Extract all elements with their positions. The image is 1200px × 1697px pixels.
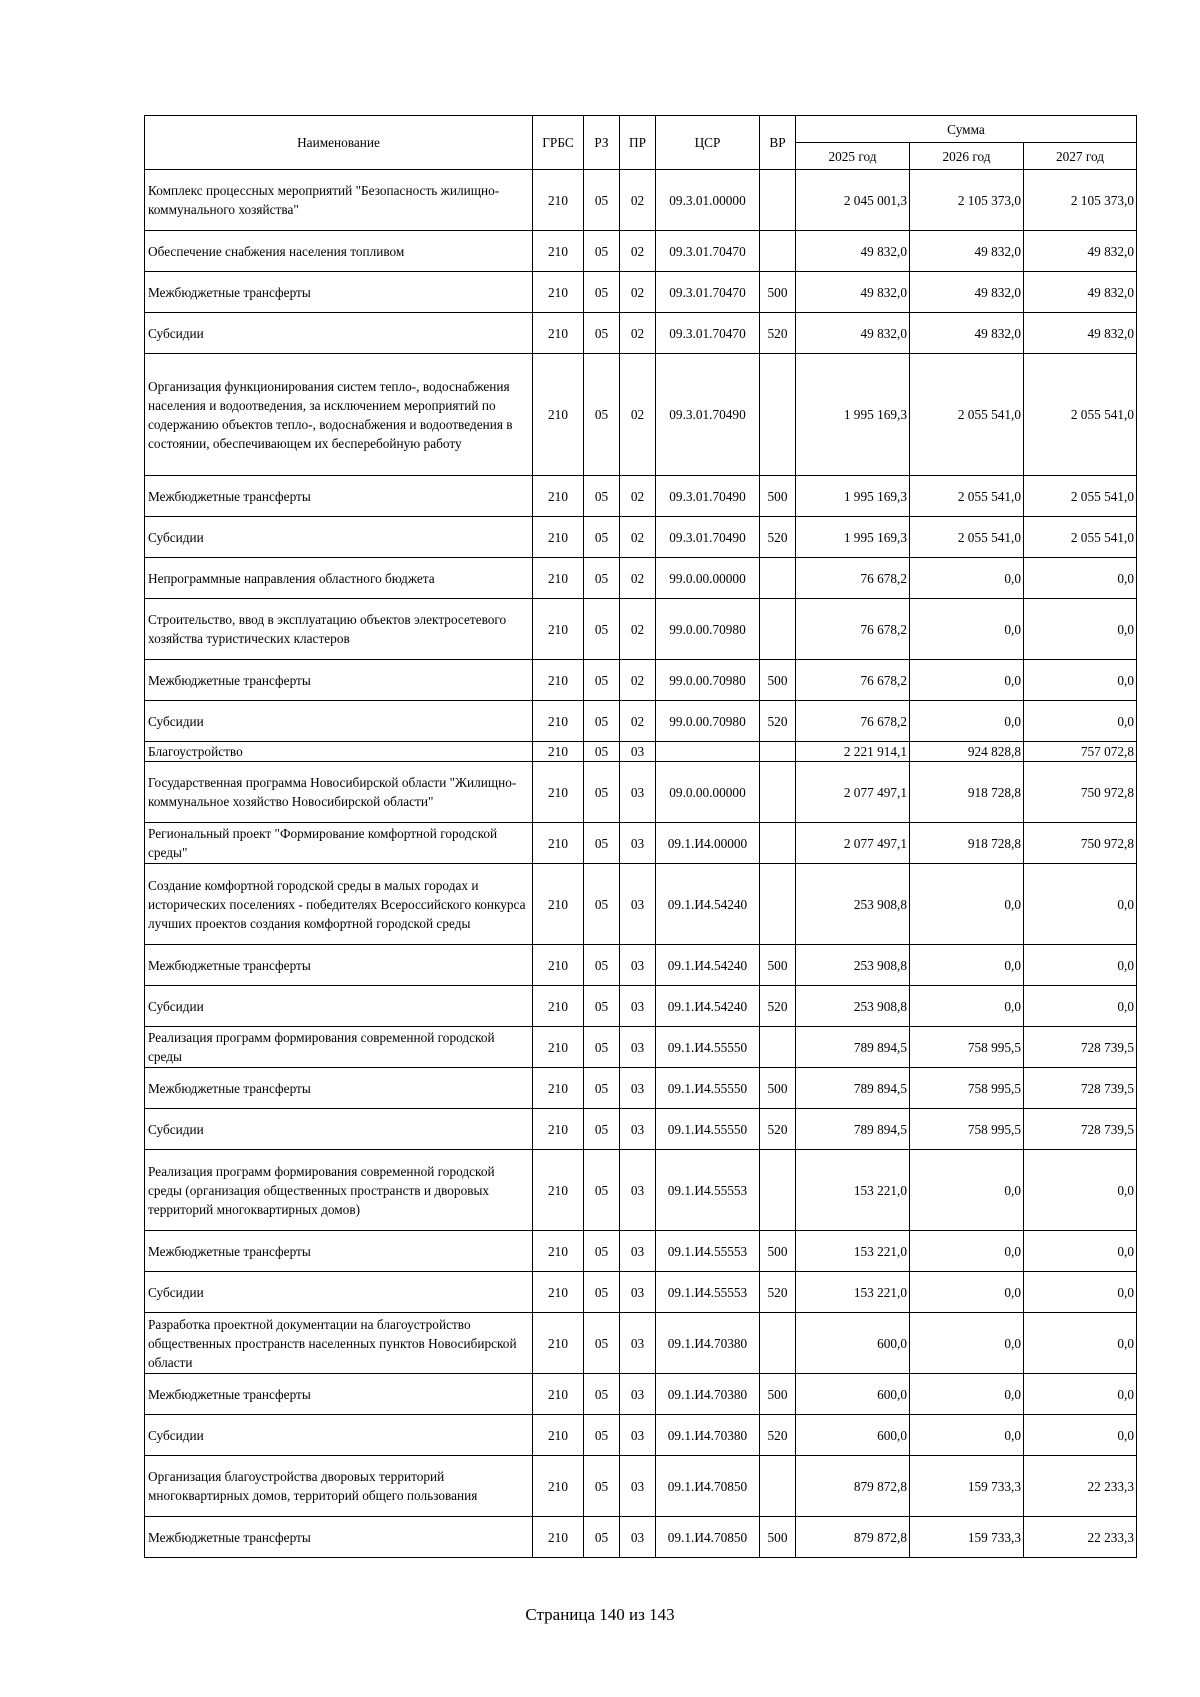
row-name: Межбюджетные трансферты [145, 660, 533, 701]
table-row [145, 517, 1137, 558]
header-rz: РЗ [584, 116, 620, 170]
row-rz: 05 [584, 558, 620, 599]
row-rz: 05 [584, 231, 620, 272]
row-csr: 09.1.И4.54240 [656, 986, 760, 1027]
row-csr: 09.3.01.70470 [656, 231, 760, 272]
row-amount-2026: 758 995,5 [910, 1109, 1024, 1150]
row-grbs: 210 [533, 945, 584, 986]
row-pr: 03 [620, 762, 656, 823]
row-vr [760, 1027, 796, 1068]
row-vr [760, 823, 796, 864]
row-name: Межбюджетные трансферты [145, 1068, 533, 1109]
row-amount-2025: 253 908,8 [796, 864, 910, 945]
row-grbs: 210 [533, 701, 584, 742]
row-rz: 05 [584, 1272, 620, 1313]
header-year-2026: 2026 год [910, 143, 1024, 170]
row-amount-2026: 0,0 [910, 1374, 1024, 1415]
row-amount-2027: 2 055 541,0 [1024, 476, 1137, 517]
row-vr: 500 [760, 1517, 796, 1558]
row-rz: 05 [584, 517, 620, 558]
row-vr [760, 762, 796, 823]
row-vr: 500 [760, 945, 796, 986]
row-grbs: 210 [533, 1109, 584, 1150]
row-pr: 03 [620, 1150, 656, 1231]
row-vr [760, 742, 796, 762]
row-csr: 09.1.И4.55550 [656, 1068, 760, 1109]
row-grbs: 210 [533, 231, 584, 272]
row-csr: 09.0.00.00000 [656, 762, 760, 823]
row-vr [760, 864, 796, 945]
row-name: Государственная программа Новосибирской области "Жилищно-коммунальное хозяйство Новосибирской области" [145, 762, 533, 823]
row-rz: 05 [584, 1415, 620, 1456]
row-csr: 09.3.01.70490 [656, 517, 760, 558]
table-row [145, 476, 1137, 517]
row-csr: 09.1.И4.00000 [656, 823, 760, 864]
row-name: Обеспечение снабжения населения топливом [145, 231, 533, 272]
table-row [145, 1456, 1137, 1517]
row-csr: 09.1.И4.70380 [656, 1415, 760, 1456]
row-rz: 05 [584, 313, 620, 354]
row-pr: 03 [620, 1068, 656, 1109]
row-rz: 05 [584, 823, 620, 864]
table-row [145, 660, 1137, 701]
row-pr: 02 [620, 354, 656, 476]
table-row [145, 986, 1137, 1027]
row-csr: 09.1.И4.55553 [656, 1231, 760, 1272]
budget-table-page [144, 115, 1136, 1558]
row-amount-2025: 600,0 [796, 1415, 910, 1456]
row-vr: 500 [760, 272, 796, 313]
row-amount-2025: 1 995 169,3 [796, 354, 910, 476]
row-amount-2026: 758 995,5 [910, 1027, 1024, 1068]
row-csr: 99.0.00.00000 [656, 558, 760, 599]
row-csr: 09.1.И4.55553 [656, 1272, 760, 1313]
row-pr: 03 [620, 986, 656, 1027]
table-row [145, 1272, 1137, 1313]
row-amount-2026: 2 055 541,0 [910, 517, 1024, 558]
table-row [145, 1150, 1137, 1231]
row-pr: 03 [620, 945, 656, 986]
row-rz: 05 [584, 1027, 620, 1068]
row-csr: 09.1.И4.54240 [656, 864, 760, 945]
row-grbs: 210 [533, 986, 584, 1027]
row-pr: 02 [620, 272, 656, 313]
table-row [145, 823, 1137, 864]
row-vr [760, 170, 796, 231]
table-row [145, 762, 1137, 823]
row-rz: 05 [584, 660, 620, 701]
row-pr: 03 [620, 1231, 656, 1272]
row-vr [760, 354, 796, 476]
table-row [145, 599, 1137, 660]
row-rz: 05 [584, 864, 620, 945]
row-amount-2027: 0,0 [1024, 1150, 1137, 1231]
row-amount-2027: 728 739,5 [1024, 1027, 1137, 1068]
row-grbs: 210 [533, 1231, 584, 1272]
row-amount-2027: 0,0 [1024, 1313, 1137, 1374]
row-amount-2025: 76 678,2 [796, 660, 910, 701]
row-csr: 09.3.01.00000 [656, 170, 760, 231]
row-amount-2027: 49 832,0 [1024, 313, 1137, 354]
row-grbs: 210 [533, 354, 584, 476]
row-amount-2026: 0,0 [910, 660, 1024, 701]
row-vr: 520 [760, 1109, 796, 1150]
row-amount-2025: 1 995 169,3 [796, 517, 910, 558]
row-rz: 05 [584, 599, 620, 660]
row-rz: 05 [584, 701, 620, 742]
row-amount-2027: 750 972,8 [1024, 823, 1137, 864]
header-pr: ПР [620, 116, 656, 170]
row-amount-2026: 924 828,8 [910, 742, 1024, 762]
row-amount-2025: 76 678,2 [796, 701, 910, 742]
row-amount-2025: 49 832,0 [796, 272, 910, 313]
row-amount-2025: 49 832,0 [796, 231, 910, 272]
row-vr [760, 1150, 796, 1231]
row-amount-2026: 2 055 541,0 [910, 476, 1024, 517]
row-rz: 05 [584, 1456, 620, 1517]
table-row [145, 313, 1137, 354]
row-name: Субсидии [145, 313, 533, 354]
row-grbs: 210 [533, 1374, 584, 1415]
row-pr: 02 [620, 517, 656, 558]
row-rz: 05 [584, 1517, 620, 1558]
row-pr: 03 [620, 1272, 656, 1313]
row-name: Межбюджетные трансферты [145, 1374, 533, 1415]
row-vr: 520 [760, 986, 796, 1027]
row-grbs: 210 [533, 1027, 584, 1068]
row-grbs: 210 [533, 1517, 584, 1558]
row-name: Организация благоустройства дворовых территорий многоквартирных домов, территорий общего пользования [145, 1456, 533, 1517]
row-pr: 02 [620, 701, 656, 742]
row-vr: 520 [760, 1272, 796, 1313]
row-csr: 99.0.00.70980 [656, 701, 760, 742]
row-amount-2026: 0,0 [910, 1150, 1024, 1231]
row-name: Межбюджетные трансферты [145, 1231, 533, 1272]
row-amount-2026: 0,0 [910, 986, 1024, 1027]
row-name: Субсидии [145, 517, 533, 558]
row-pr: 02 [620, 599, 656, 660]
row-vr [760, 558, 796, 599]
row-amount-2025: 2 045 001,3 [796, 170, 910, 231]
row-rz: 05 [584, 1150, 620, 1231]
row-pr: 03 [620, 1374, 656, 1415]
row-amount-2025: 789 894,5 [796, 1027, 910, 1068]
row-amount-2025: 49 832,0 [796, 313, 910, 354]
table-row [145, 1415, 1137, 1456]
table-body [145, 170, 1137, 1558]
row-amount-2025: 600,0 [796, 1374, 910, 1415]
row-amount-2025: 789 894,5 [796, 1068, 910, 1109]
table-row [145, 1068, 1137, 1109]
row-amount-2027: 728 739,5 [1024, 1109, 1137, 1150]
row-amount-2027: 49 832,0 [1024, 231, 1137, 272]
row-amount-2025: 2 077 497,1 [796, 762, 910, 823]
row-vr: 500 [760, 476, 796, 517]
row-pr: 03 [620, 864, 656, 945]
row-rz: 05 [584, 476, 620, 517]
row-rz: 05 [584, 1374, 620, 1415]
row-amount-2025: 1 995 169,3 [796, 476, 910, 517]
row-csr: 99.0.00.70980 [656, 599, 760, 660]
row-amount-2027: 750 972,8 [1024, 762, 1137, 823]
row-name: Межбюджетные трансферты [145, 1517, 533, 1558]
row-rz: 05 [584, 762, 620, 823]
row-pr: 03 [620, 1313, 656, 1374]
row-pr: 02 [620, 231, 656, 272]
header-year-2027: 2027 год [1024, 143, 1137, 170]
row-rz: 05 [584, 272, 620, 313]
row-amount-2027: 0,0 [1024, 1272, 1137, 1313]
row-amount-2026: 49 832,0 [910, 231, 1024, 272]
row-amount-2026: 758 995,5 [910, 1068, 1024, 1109]
row-csr: 09.1.И4.70850 [656, 1456, 760, 1517]
table-row [145, 170, 1137, 231]
row-grbs: 210 [533, 170, 584, 231]
row-vr: 500 [760, 1374, 796, 1415]
row-vr: 520 [760, 517, 796, 558]
row-amount-2025: 2 221 914,1 [796, 742, 910, 762]
row-vr [760, 1313, 796, 1374]
row-grbs: 210 [533, 599, 584, 660]
row-vr [760, 1456, 796, 1517]
row-name: Субсидии [145, 1109, 533, 1150]
row-amount-2026: 49 832,0 [910, 272, 1024, 313]
row-csr: 09.1.И4.70380 [656, 1374, 760, 1415]
row-csr: 09.3.01.70470 [656, 272, 760, 313]
row-amount-2026: 159 733,3 [910, 1517, 1024, 1558]
row-amount-2027: 0,0 [1024, 701, 1137, 742]
row-amount-2026: 0,0 [910, 1415, 1024, 1456]
row-csr: 99.0.00.70980 [656, 660, 760, 701]
row-amount-2027: 0,0 [1024, 945, 1137, 986]
row-grbs: 210 [533, 558, 584, 599]
row-amount-2025: 789 894,5 [796, 1109, 910, 1150]
row-name: Межбюджетные трансферты [145, 476, 533, 517]
row-name: Субсидии [145, 701, 533, 742]
row-pr: 02 [620, 660, 656, 701]
row-name: Разработка проектной документации на благоустройство общественных пространств населенных пунктов Новосибирской области [145, 1313, 533, 1374]
row-name: Комплекс процессных мероприятий "Безопасность жилищно-коммунального хозяйства" [145, 170, 533, 231]
row-grbs: 210 [533, 742, 584, 762]
row-amount-2025: 2 077 497,1 [796, 823, 910, 864]
row-vr [760, 599, 796, 660]
row-rz: 05 [584, 986, 620, 1027]
row-name: Субсидии [145, 1272, 533, 1313]
row-amount-2027: 0,0 [1024, 1415, 1137, 1456]
row-pr: 02 [620, 313, 656, 354]
table-row [145, 1374, 1137, 1415]
row-vr: 520 [760, 313, 796, 354]
row-pr: 03 [620, 742, 656, 762]
row-csr: 09.1.И4.55550 [656, 1027, 760, 1068]
row-rz: 05 [584, 742, 620, 762]
row-amount-2027: 728 739,5 [1024, 1068, 1137, 1109]
row-csr: 09.1.И4.55553 [656, 1150, 760, 1231]
row-amount-2026: 0,0 [910, 864, 1024, 945]
row-grbs: 210 [533, 1313, 584, 1374]
budget-table [144, 115, 1137, 1558]
row-grbs: 210 [533, 823, 584, 864]
row-grbs: 210 [533, 660, 584, 701]
row-csr: 09.1.И4.55550 [656, 1109, 760, 1150]
row-vr: 500 [760, 1231, 796, 1272]
row-amount-2026: 0,0 [910, 701, 1024, 742]
row-pr: 03 [620, 1415, 656, 1456]
row-amount-2026: 0,0 [910, 599, 1024, 660]
row-amount-2027: 2 055 541,0 [1024, 517, 1137, 558]
row-pr: 03 [620, 1109, 656, 1150]
row-grbs: 210 [533, 1272, 584, 1313]
row-rz: 05 [584, 170, 620, 231]
table-row [145, 354, 1137, 476]
header-name: Наименование [145, 116, 533, 170]
row-vr: 520 [760, 701, 796, 742]
row-pr: 02 [620, 476, 656, 517]
row-rz: 05 [584, 1313, 620, 1374]
row-amount-2027: 0,0 [1024, 599, 1137, 660]
row-grbs: 210 [533, 1415, 584, 1456]
row-amount-2026: 0,0 [910, 1313, 1024, 1374]
row-amount-2026: 159 733,3 [910, 1456, 1024, 1517]
row-name: Строительство, ввод в эксплуатацию объектов электросетевого хозяйства туристических кластеров [145, 599, 533, 660]
row-rz: 05 [584, 354, 620, 476]
header-sum: Сумма [796, 116, 1137, 143]
row-name: Субсидии [145, 1415, 533, 1456]
table-row [145, 558, 1137, 599]
row-amount-2026: 918 728,8 [910, 762, 1024, 823]
row-name: Реализация программ формирования современной городской среды (организация общественных пространств и дворовых территорий многоквартирных домов) [145, 1150, 533, 1231]
row-csr: 09.1.И4.54240 [656, 945, 760, 986]
header-year-2025: 2025 год [796, 143, 910, 170]
row-csr: 09.1.И4.70850 [656, 1517, 760, 1558]
row-amount-2027: 49 832,0 [1024, 272, 1137, 313]
row-amount-2026: 49 832,0 [910, 313, 1024, 354]
row-amount-2027: 0,0 [1024, 660, 1137, 701]
row-amount-2027: 757 072,8 [1024, 742, 1137, 762]
header-csr: ЦСР [656, 116, 760, 170]
row-grbs: 210 [533, 1150, 584, 1231]
row-pr: 03 [620, 1027, 656, 1068]
row-grbs: 210 [533, 1068, 584, 1109]
row-amount-2025: 153 221,0 [796, 1231, 910, 1272]
row-amount-2027: 0,0 [1024, 1231, 1137, 1272]
row-amount-2026: 0,0 [910, 1231, 1024, 1272]
row-vr: 520 [760, 1415, 796, 1456]
row-vr [760, 231, 796, 272]
row-name: Непрограммные направления областного бюджета [145, 558, 533, 599]
row-csr: 09.3.01.70470 [656, 313, 760, 354]
row-rz: 05 [584, 945, 620, 986]
row-amount-2027: 2 055 541,0 [1024, 354, 1137, 476]
row-amount-2027: 0,0 [1024, 558, 1137, 599]
row-amount-2027: 22 233,3 [1024, 1456, 1137, 1517]
row-name: Межбюджетные трансферты [145, 945, 533, 986]
row-vr: 500 [760, 1068, 796, 1109]
row-name: Реализация программ формирования современной городской среды [145, 1027, 533, 1068]
row-amount-2027: 0,0 [1024, 986, 1137, 1027]
row-amount-2027: 0,0 [1024, 1374, 1137, 1415]
row-amount-2026: 2 055 541,0 [910, 354, 1024, 476]
row-rz: 05 [584, 1068, 620, 1109]
row-pr: 03 [620, 823, 656, 864]
row-grbs: 210 [533, 272, 584, 313]
table-row [145, 272, 1137, 313]
row-amount-2025: 153 221,0 [796, 1272, 910, 1313]
row-amount-2025: 76 678,2 [796, 558, 910, 599]
row-name: Создание комфортной городской среды в малых городах и исторических поселениях - победителях Всероссийского конкурса лучших проектов создания комфортной городской среды [145, 864, 533, 945]
row-csr [656, 742, 760, 762]
row-amount-2027: 22 233,3 [1024, 1517, 1137, 1558]
row-amount-2027: 0,0 [1024, 864, 1137, 945]
page-number: Страница 140 из 143 [525, 1605, 675, 1624]
row-amount-2026: 2 105 373,0 [910, 170, 1024, 231]
row-amount-2027: 2 105 373,0 [1024, 170, 1137, 231]
row-amount-2026: 918 728,8 [910, 823, 1024, 864]
row-amount-2025: 879 872,8 [796, 1517, 910, 1558]
table-row [145, 1231, 1137, 1272]
row-grbs: 210 [533, 864, 584, 945]
row-amount-2026: 0,0 [910, 1272, 1024, 1313]
header-vr: ВР [760, 116, 796, 170]
table-row [145, 945, 1137, 986]
row-pr: 02 [620, 558, 656, 599]
row-grbs: 210 [533, 1456, 584, 1517]
row-grbs: 210 [533, 517, 584, 558]
table-row [145, 701, 1137, 742]
row-amount-2025: 153 221,0 [796, 1150, 910, 1231]
row-name: Субсидии [145, 986, 533, 1027]
row-name: Региональный проект "Формирование комфортной городской среды" [145, 823, 533, 864]
row-amount-2025: 76 678,2 [796, 599, 910, 660]
row-pr: 03 [620, 1456, 656, 1517]
row-amount-2025: 253 908,8 [796, 945, 910, 986]
row-grbs: 210 [533, 313, 584, 354]
row-amount-2025: 879 872,8 [796, 1456, 910, 1517]
row-grbs: 210 [533, 476, 584, 517]
row-pr: 02 [620, 170, 656, 231]
header-grbs: ГРБС [533, 116, 584, 170]
row-csr: 09.3.01.70490 [656, 354, 760, 476]
row-rz: 05 [584, 1231, 620, 1272]
table-row [145, 1109, 1137, 1150]
row-amount-2025: 253 908,8 [796, 986, 910, 1027]
row-csr: 09.1.И4.70380 [656, 1313, 760, 1374]
row-grbs: 210 [533, 762, 584, 823]
table-row [145, 864, 1137, 945]
table-row [145, 1517, 1137, 1558]
row-name: Благоустройство [145, 742, 533, 762]
row-amount-2026: 0,0 [910, 558, 1024, 599]
row-amount-2025: 600,0 [796, 1313, 910, 1374]
row-amount-2026: 0,0 [910, 945, 1024, 986]
table-row [145, 231, 1137, 272]
row-csr: 09.3.01.70490 [656, 476, 760, 517]
row-pr: 03 [620, 1517, 656, 1558]
row-name: Межбюджетные трансферты [145, 272, 533, 313]
table-row [145, 742, 1137, 762]
row-vr: 500 [760, 660, 796, 701]
table-row [145, 1027, 1137, 1068]
row-rz: 05 [584, 1109, 620, 1150]
table-row [145, 1313, 1137, 1374]
row-name: Организация функционирования систем тепло-, водоснабжения населения и водоотведения, за исключением мероприятий по содержанию объектов тепло-, водоснабжения и водоотведения в состоянии, обеспечивающем их бесперебойную работу [145, 354, 533, 476]
